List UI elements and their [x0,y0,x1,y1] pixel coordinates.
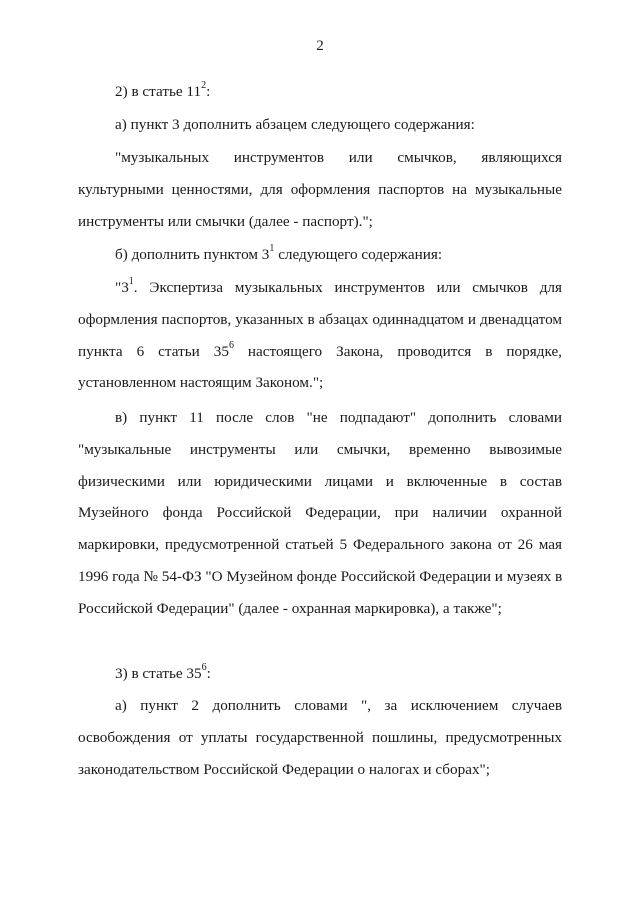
text-line [78,593,562,625]
superscript: 1 [128,275,134,287]
text-line [78,754,562,786]
text-run: законодательством Российской Федерации о налогах и сборах"; [78,760,490,778]
text-line [78,304,562,336]
paragraph [78,109,562,141]
paragraph [78,658,562,690]
text-run: . Экспертиза музыкальных инструментов или смычков для [133,279,562,296]
text-run: б) дополнить пунктом 3 [115,246,270,263]
text-line [78,174,562,206]
text-run: 2) в статье 11 [115,83,202,100]
text-line [78,529,562,561]
text-run: пункта 6 статьи 35 [78,342,229,360]
text-run: освобождения от уплаты государственной пошлины, предусмотренных [78,728,562,746]
text-run: Российской Федерации" (далее - охранная маркировка), а также"; [78,599,502,617]
text-line [78,206,562,238]
text-line [78,466,562,498]
text-line [78,722,562,754]
text-run: инструменты или смычки (далее - паспорт)."; [78,212,373,230]
text-run: оформления паспортов, указанных в абзацах одиннадцатом и двенадцатом [78,310,562,328]
paragraph [78,690,562,785]
text-run: установленном настоящим Законом."; [78,374,324,392]
text-line [78,239,562,271]
text-line [78,109,562,141]
text-run: : [206,83,211,100]
text-run: следующего содержания: [274,246,443,263]
text-run: "музыкальные инструменты или смычки, временно вывозимые [78,440,562,458]
text-run: а) пункт 3 дополнить абзацем следующего содержания: [115,116,475,133]
text-run: 3) в статье 35 [115,665,202,682]
page-number: 2 [316,38,324,54]
text-run: Музейного фонда Российской Федерации, при наличии охранной [78,504,562,522]
superscript: 6 [201,661,207,673]
paragraph [78,402,562,625]
text-run: "музыкальных инструментов или смычков, являющихся [115,149,562,166]
text-line [78,272,562,304]
text-run: культурными ценностями, для оформления паспортов на музыкальные [78,180,562,198]
paragraph [78,142,562,237]
text-line [78,336,562,368]
text-run: маркировки, предусмотренной статьей 5 Федерального закона от 26 мая [78,536,562,554]
superscript: 1 [269,242,275,254]
text-line [78,76,562,108]
text-run: 1996 года № 54-ФЗ "О Музейном фонде Российской Федерации и музеях в [78,567,563,585]
text-run: : [206,665,211,682]
text-line [78,690,562,722]
text-run: физическими или юридическими лицами и включенные в состав [78,472,562,490]
text-line [78,142,562,174]
paragraph [78,239,562,271]
text-run: настоящего Закона, проводится в порядке, [233,342,562,360]
text-line [78,367,562,399]
text-run: в) пункт 11 после слов "не подпадают" дополнить словами [115,409,562,426]
paragraph [78,272,562,399]
text-run: "3 [115,279,129,296]
text-line [78,497,562,529]
superscript: 2 [201,79,207,91]
text-run: а) пункт 2 дополнить словами ", за исключением случаев [115,697,562,714]
text-line [78,658,562,690]
text-line [78,402,562,434]
paragraph [78,76,562,108]
text-line [78,434,562,466]
superscript: 6 [228,339,234,351]
text-line [78,561,562,593]
